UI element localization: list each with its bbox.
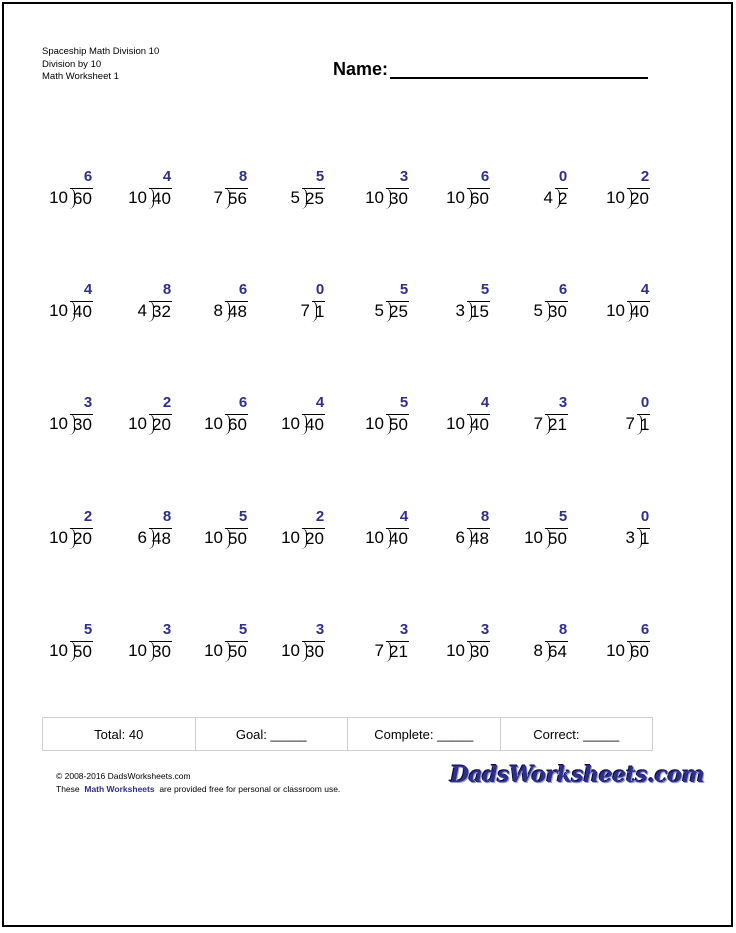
division-problem [346, 395, 426, 445]
dividend: 40 [70, 301, 93, 322]
dividend: 20 [149, 414, 172, 435]
divisor: 10 [365, 528, 384, 547]
division-problem [505, 509, 585, 559]
divisor: 10 [49, 188, 68, 207]
quotient-answer: 0 [315, 281, 325, 298]
quotient-answer: 2 [83, 508, 93, 525]
quotient-answer: 8 [238, 168, 248, 185]
division-problem [262, 622, 342, 672]
division-problem [427, 169, 507, 219]
division-problem [30, 395, 110, 445]
summary-table [42, 717, 653, 751]
divisor: 5 [533, 301, 543, 320]
quotient-answer: 5 [238, 508, 248, 525]
dividend: 30 [386, 188, 409, 209]
worksheet-number: Math Worksheet 1 [42, 71, 119, 82]
quotient-answer: 6 [640, 621, 650, 638]
quotient-answer: 8 [558, 621, 568, 638]
dividend: 64 [545, 641, 568, 662]
problem-grid [4, 4, 733, 704]
division-problem [346, 169, 426, 219]
division-problem [427, 622, 507, 672]
dividend: 30 [545, 301, 568, 322]
dividend: 40 [302, 414, 325, 435]
division-problem [505, 282, 585, 332]
quotient-answer: 3 [399, 621, 409, 638]
dividend: 40 [386, 528, 409, 549]
divisor: 10 [365, 414, 384, 433]
divisor: 5 [290, 188, 300, 207]
divisor: 10 [204, 414, 223, 433]
divisor: 10 [49, 301, 68, 320]
dividend: 30 [70, 414, 93, 435]
quotient-answer: 4 [480, 394, 490, 411]
division-problem [30, 169, 110, 219]
quotient-answer: 4 [162, 168, 172, 185]
division-problem [109, 282, 189, 332]
division-problem [30, 509, 110, 559]
quotient-answer: 8 [162, 281, 172, 298]
division-problem [262, 169, 342, 219]
quotient-answer: 5 [83, 621, 93, 638]
quotient-answer: 5 [558, 508, 568, 525]
divisor: 6 [455, 528, 465, 547]
divisor: 10 [365, 188, 384, 207]
divisor: 8 [533, 641, 543, 660]
dividend: 2 [555, 188, 568, 209]
divisor: 10 [281, 528, 300, 547]
divisor: 7 [533, 414, 543, 433]
summary-goal: Goal: _____ [196, 718, 349, 750]
usage-note-prefix: These [56, 784, 80, 794]
dividend: 25 [386, 301, 409, 322]
dadsworksheets-logo: DadsWorksheets.com [450, 762, 705, 788]
divisor: 10 [524, 528, 543, 547]
division-problem [272, 282, 352, 332]
quotient-answer: 0 [558, 168, 568, 185]
quotient-answer: 5 [399, 394, 409, 411]
dividend: 60 [627, 641, 650, 662]
quotient-answer: 3 [83, 394, 93, 411]
division-problem [185, 395, 265, 445]
divisor: 7 [625, 414, 635, 433]
divisor: 4 [137, 301, 147, 320]
division-problem [109, 395, 189, 445]
quotient-answer: 3 [315, 621, 325, 638]
divisor: 10 [128, 414, 147, 433]
division-problem [346, 622, 426, 672]
dividend: 21 [386, 641, 409, 662]
dividend: 40 [467, 414, 490, 435]
division-problem [587, 622, 667, 672]
dividend: 1 [637, 414, 650, 435]
quotient-answer: 4 [315, 394, 325, 411]
quotient-answer: 2 [640, 168, 650, 185]
divisor: 10 [49, 641, 68, 660]
division-problem [427, 395, 507, 445]
divisor: 10 [204, 528, 223, 547]
dividend: 60 [225, 414, 248, 435]
quotient-answer: 8 [480, 508, 490, 525]
quotient-answer: 8 [162, 508, 172, 525]
divisor: 10 [204, 641, 223, 660]
divisor: 10 [446, 188, 465, 207]
divisor: 10 [606, 301, 625, 320]
dividend: 50 [225, 528, 248, 549]
division-problem [109, 169, 189, 219]
division-problem [109, 622, 189, 672]
divisor: 10 [606, 641, 625, 660]
dividend: 30 [467, 641, 490, 662]
dividend: 48 [149, 528, 172, 549]
dividend: 40 [627, 301, 650, 322]
quotient-answer: 4 [640, 281, 650, 298]
division-problem [109, 509, 189, 559]
division-problem [587, 169, 667, 219]
quotient-answer: 3 [480, 621, 490, 638]
quotient-answer: 0 [640, 394, 650, 411]
divisor: 7 [300, 301, 310, 320]
dividend: 50 [386, 414, 409, 435]
quotient-answer: 6 [238, 281, 248, 298]
divisor: 10 [128, 188, 147, 207]
dividend: 56 [225, 188, 248, 209]
division-problem [30, 282, 110, 332]
division-problem [515, 169, 595, 219]
summary-total: Total: 40 [43, 718, 196, 750]
quotient-answer: 3 [558, 394, 568, 411]
dividend: 40 [149, 188, 172, 209]
dividend: 48 [467, 528, 490, 549]
quotient-answer: 4 [83, 281, 93, 298]
dividend: 32 [149, 301, 172, 322]
divisor: 10 [49, 414, 68, 433]
division-problem [505, 622, 585, 672]
quotient-answer: 2 [162, 394, 172, 411]
worksheet-title: Spaceship Math Division 10 [42, 46, 160, 57]
divisor: 10 [606, 188, 625, 207]
dividend: 60 [70, 188, 93, 209]
quotient-answer: 6 [238, 394, 248, 411]
divisor: 10 [446, 641, 465, 660]
worksheet-page [2, 2, 733, 927]
dividend: 50 [70, 641, 93, 662]
division-problem [30, 622, 110, 672]
dividend: 50 [545, 528, 568, 549]
dividend: 1 [312, 301, 325, 322]
quotient-answer: 4 [399, 508, 409, 525]
dividend: 30 [149, 641, 172, 662]
quotient-answer: 6 [480, 168, 490, 185]
divisor: 10 [128, 641, 147, 660]
quotient-answer: 5 [238, 621, 248, 638]
usage-note [56, 783, 340, 796]
quotient-answer: 3 [399, 168, 409, 185]
division-problem [427, 509, 507, 559]
division-problem [262, 509, 342, 559]
quotient-answer: 6 [558, 281, 568, 298]
divisor: 10 [281, 641, 300, 660]
footer [56, 770, 340, 796]
divisor: 6 [137, 528, 147, 547]
division-problem [185, 169, 265, 219]
dividend: 21 [545, 414, 568, 435]
quotient-answer: 5 [399, 281, 409, 298]
division-problem [346, 282, 426, 332]
division-problem [597, 395, 677, 445]
dividend: 48 [225, 301, 248, 322]
division-problem [185, 509, 265, 559]
divisor: 10 [446, 414, 465, 433]
dividend: 20 [70, 528, 93, 549]
dividend: 50 [225, 641, 248, 662]
dividend: 25 [302, 188, 325, 209]
dividend: 30 [302, 641, 325, 662]
quotient-answer: 5 [315, 168, 325, 185]
division-problem [505, 395, 585, 445]
math-worksheets-link[interactable]: Math Worksheets [84, 784, 155, 794]
divisor: 10 [281, 414, 300, 433]
worksheet-subtitle: Division by 10 [42, 58, 102, 70]
quotient-answer: 2 [315, 508, 325, 525]
division-problem [587, 282, 667, 332]
division-problem [427, 282, 507, 332]
name-label: Name: [333, 59, 389, 79]
division-problem [262, 395, 342, 445]
division-problem [185, 282, 265, 332]
quotient-answer: 0 [640, 508, 650, 525]
divisor: 10 [49, 528, 68, 547]
dividend: 15 [467, 301, 490, 322]
quotient-answer: 5 [480, 281, 490, 298]
dividend: 20 [627, 188, 650, 209]
summary-complete: Complete: _____ [348, 718, 501, 750]
divisor: 3 [455, 301, 465, 320]
usage-note-suffix: are provided free for personal or classroom use. [159, 784, 341, 794]
divisor: 7 [213, 188, 223, 207]
divisor: 8 [213, 301, 223, 320]
division-problem [185, 622, 265, 672]
quotient-answer: 6 [83, 168, 93, 185]
dividend: 60 [467, 188, 490, 209]
divisor: 7 [374, 641, 384, 660]
dividend: 1 [637, 528, 650, 549]
division-problem [597, 509, 677, 559]
divisor: 3 [625, 528, 635, 547]
quotient-answer: 3 [162, 621, 172, 638]
copyright-text: © 2008-2016 DadsWorksheets.com [56, 771, 191, 781]
division-problem [346, 509, 426, 559]
dividend: 20 [302, 528, 325, 549]
divisor: 4 [543, 188, 553, 207]
summary-correct: Correct: _____ [533, 726, 620, 742]
divisor: 5 [374, 301, 384, 320]
